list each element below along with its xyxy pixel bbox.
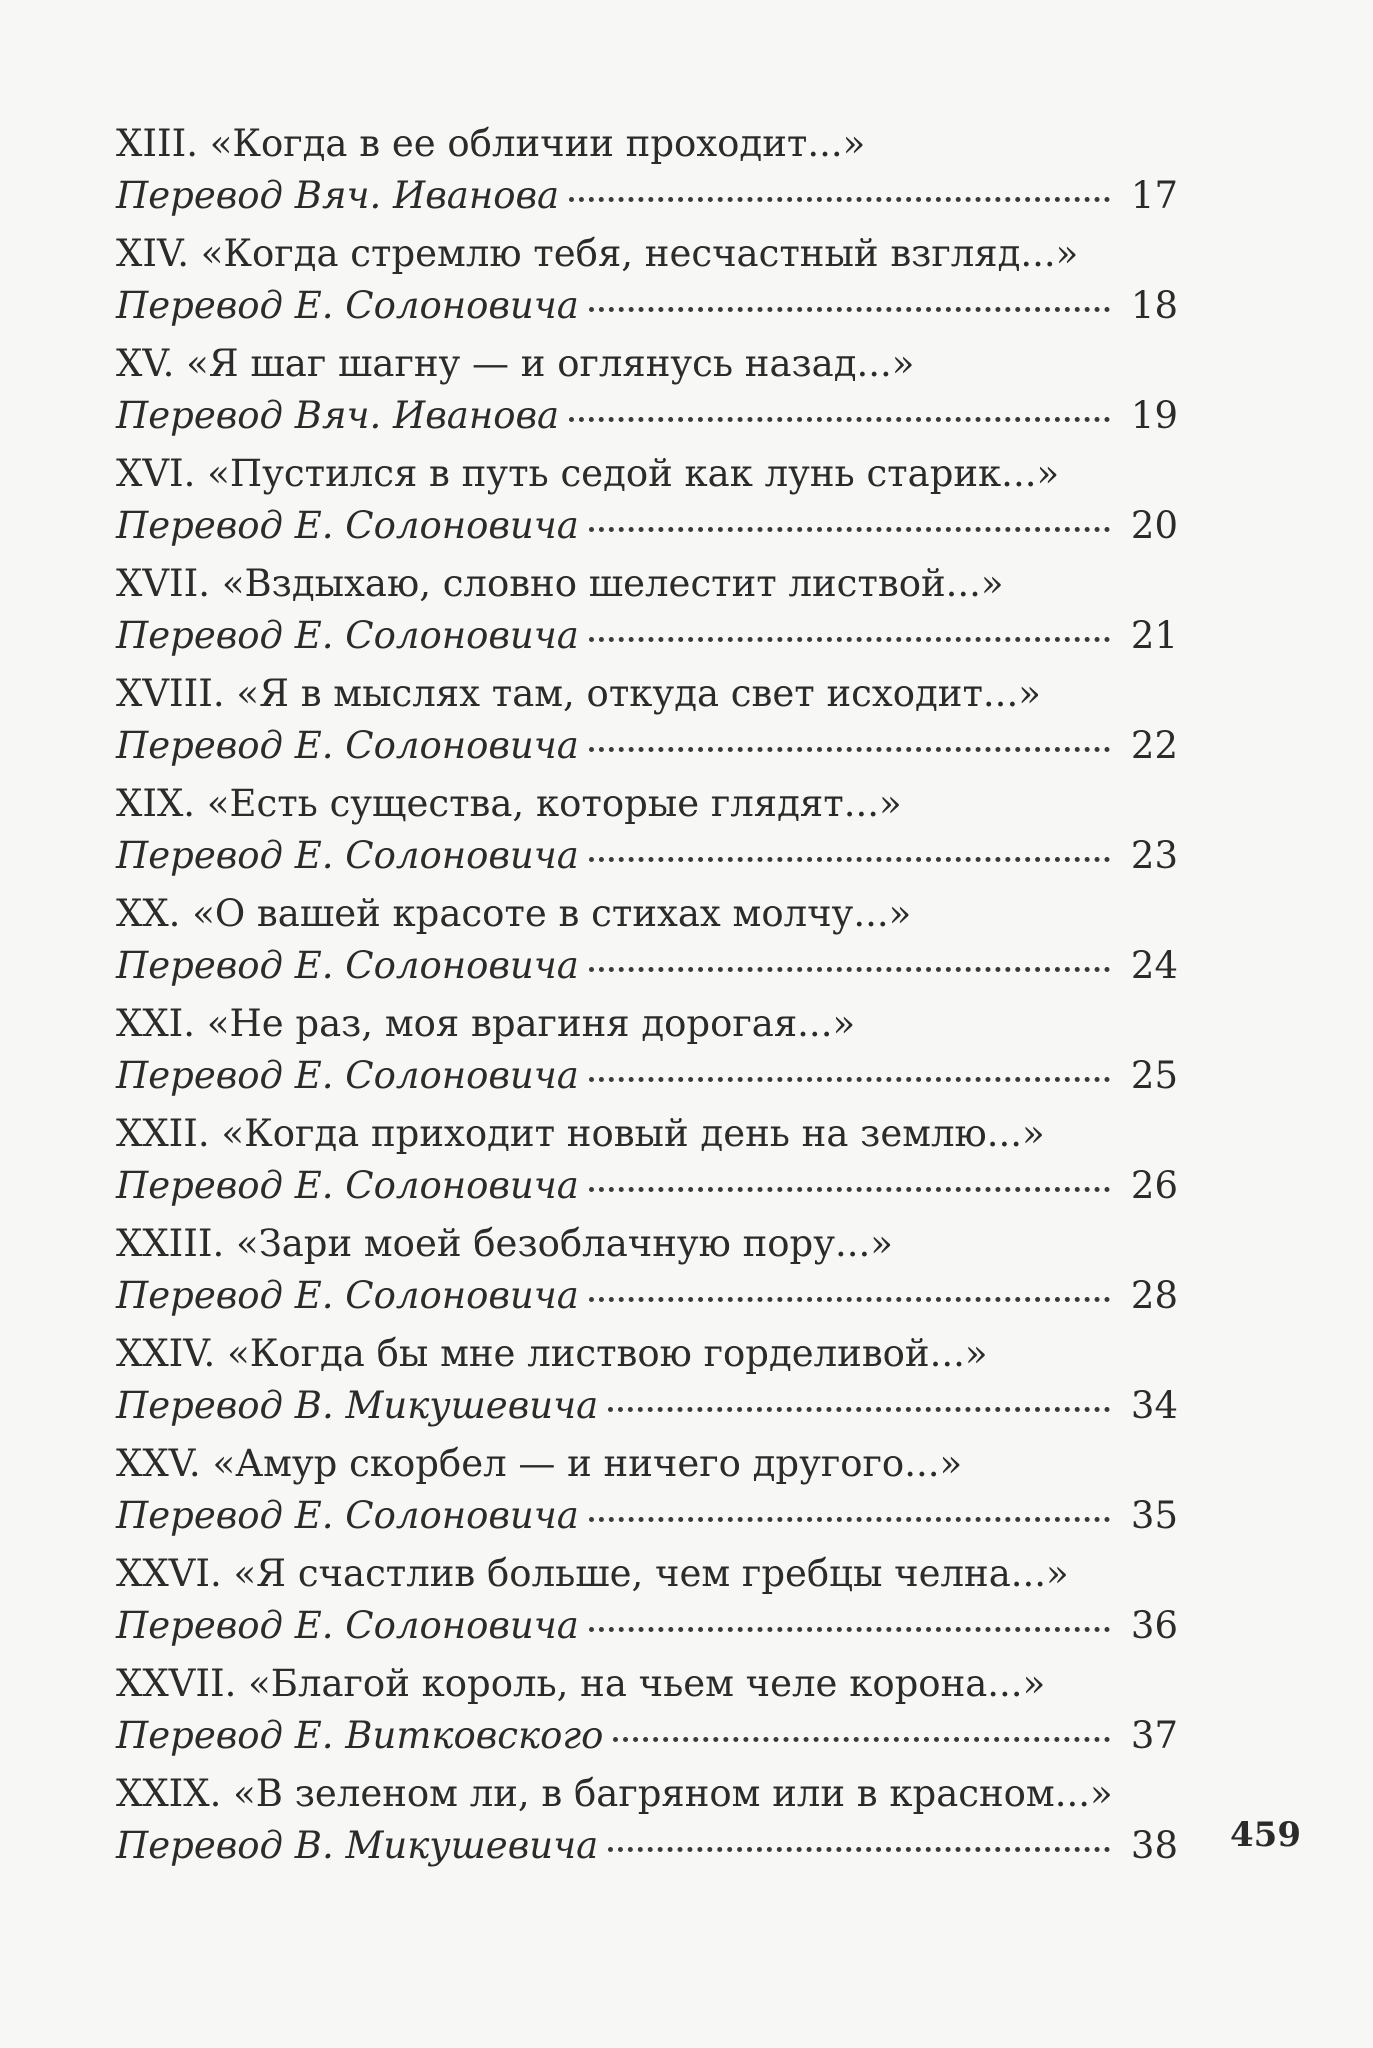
dot-leader <box>589 1627 1110 1632</box>
entry-page-number: 25 <box>1130 1054 1178 1097</box>
dot-leader <box>589 1187 1110 1192</box>
dot-leader <box>589 1297 1110 1302</box>
entry-translator: Перевод В. Микушевича <box>116 1824 599 1867</box>
entry-translator-line <box>116 390 1178 442</box>
toc-entry <box>116 558 1178 668</box>
toc-entry <box>116 1438 1178 1548</box>
entry-page-number: 24 <box>1130 944 1178 987</box>
entry-translator: Перевод Е. Солоновича <box>116 944 579 987</box>
entry-page-number: 38 <box>1130 1824 1178 1867</box>
entry-page-number: 37 <box>1130 1714 1178 1757</box>
toc-entry <box>116 1658 1178 1768</box>
entry-translator: Перевод Е. Солоновича <box>116 504 579 547</box>
entry-page-number: 28 <box>1130 1274 1178 1317</box>
entry-translator: Перевод Вяч. Иванова <box>116 174 560 217</box>
entry-translator-line <box>116 1380 1178 1432</box>
dot-leader <box>589 1077 1110 1082</box>
entry-page-number: 17 <box>1130 174 1178 217</box>
toc-entry <box>116 118 1178 228</box>
toc-entry <box>116 668 1178 778</box>
entry-translator-line <box>116 500 1178 552</box>
entry-title: XIV. «Когда стремлю тебя, несчастный взгляд...» <box>116 232 1079 275</box>
toc-entry <box>116 778 1178 888</box>
entry-title: XVI. «Пустился в путь седой как лунь старик...» <box>116 452 1060 495</box>
entry-translator-line <box>116 1270 1178 1322</box>
entry-translator-line <box>116 940 1178 992</box>
entry-page-number: 19 <box>1130 394 1178 437</box>
entry-title: XXIV. «Когда бы мне листвою горделивой...» <box>116 1332 988 1375</box>
page-folio-number: 459 <box>1230 1815 1301 1855</box>
dot-leader <box>569 417 1110 422</box>
entry-page-number: 20 <box>1130 504 1178 547</box>
toc-entry <box>116 1108 1178 1218</box>
table-of-contents <box>116 118 1178 1878</box>
entry-translator: Перевод Е. Солоновича <box>116 724 579 767</box>
entry-translator: Перевод Е. Солоновича <box>116 1054 579 1097</box>
entry-page-number: 22 <box>1130 724 1178 767</box>
entry-page-number: 26 <box>1130 1164 1178 1207</box>
entry-title: XXI. «Не раз, моя врагиня дорогая...» <box>116 1002 856 1045</box>
toc-entry <box>116 888 1178 998</box>
entry-translator: Перевод Е. Солоновича <box>116 1604 579 1647</box>
entry-translator-line <box>116 1490 1178 1542</box>
toc-entry <box>116 1768 1178 1878</box>
entry-translator-line <box>116 610 1178 662</box>
entry-title: XXIII. «Зари моей безоблачную пору...» <box>116 1222 893 1265</box>
entry-title: XV. «Я шаг шагну — и оглянусь назад...» <box>116 342 915 385</box>
entry-title: XXVII. «Благой король, на чьем челе корона...» <box>116 1662 1046 1705</box>
toc-entry <box>116 228 1178 338</box>
entry-title: XXII. «Когда приходит новый день на землю...» <box>116 1112 1045 1155</box>
entry-title: XXV. «Амур скорбел — и ничего другого...» <box>116 1442 963 1485</box>
entry-translator-line <box>116 1710 1178 1762</box>
entry-translator: Перевод Е. Витковского <box>116 1714 604 1757</box>
entry-translator-line <box>116 280 1178 332</box>
dot-leader <box>613 1737 1110 1742</box>
entry-translator-line <box>116 170 1178 222</box>
dot-leader <box>589 857 1110 862</box>
entry-title: XIX. «Есть существа, которые глядят...» <box>116 782 902 825</box>
dot-leader <box>608 1847 1110 1852</box>
entry-translator-line <box>116 1160 1178 1212</box>
entry-title: XIII. «Когда в ее обличии проходит...» <box>116 122 866 165</box>
dot-leader <box>589 967 1110 972</box>
entry-page-number: 23 <box>1130 834 1178 877</box>
entry-translator: Перевод В. Микушевича <box>116 1384 599 1427</box>
toc-entry <box>116 1218 1178 1328</box>
entry-page-number: 35 <box>1130 1494 1178 1537</box>
toc-entry <box>116 998 1178 1108</box>
toc-entry <box>116 1328 1178 1438</box>
entry-translator: Перевод Е. Солоновича <box>116 1274 579 1317</box>
toc-entry <box>116 448 1178 558</box>
entry-title: XXVI. «Я счастлив больше, чем гребцы челна...» <box>116 1552 1069 1595</box>
entry-translator-line <box>116 1600 1178 1652</box>
dot-leader <box>569 197 1110 202</box>
entry-page-number: 36 <box>1130 1604 1178 1647</box>
entry-translator: Перевод Е. Солоновича <box>116 1494 579 1537</box>
entry-title: XXIX. «В зеленом ли, в багряном или в красном...» <box>116 1772 1113 1815</box>
toc-entry <box>116 1548 1178 1658</box>
entry-translator-line <box>116 1820 1178 1872</box>
entry-translator: Перевод Вяч. Иванова <box>116 394 560 437</box>
dot-leader <box>589 527 1110 532</box>
entry-translator-line <box>116 720 1178 772</box>
dot-leader <box>589 747 1110 752</box>
entry-translator-line <box>116 830 1178 882</box>
entry-translator: Перевод Е. Солоновича <box>116 284 579 327</box>
entry-translator-line <box>116 1050 1178 1102</box>
entry-title: XVIII. «Я в мыслях там, откуда свет исходит...» <box>116 672 1041 715</box>
entry-page-number: 18 <box>1130 284 1178 327</box>
toc-entry <box>116 338 1178 448</box>
dot-leader <box>589 307 1110 312</box>
entry-translator: Перевод Е. Солоновича <box>116 614 579 657</box>
entry-translator: Перевод Е. Солоновича <box>116 834 579 877</box>
dot-leader <box>608 1407 1110 1412</box>
entry-translator: Перевод Е. Солоновича <box>116 1164 579 1207</box>
entry-title: XX. «О вашей красоте в стихах молчу...» <box>116 892 912 935</box>
dot-leader <box>589 1517 1110 1522</box>
entry-page-number: 34 <box>1130 1384 1178 1427</box>
entry-title: XVII. «Вздыхаю, словно шелестит листвой...» <box>116 562 1004 605</box>
dot-leader <box>589 637 1110 642</box>
entry-page-number: 21 <box>1130 614 1178 657</box>
